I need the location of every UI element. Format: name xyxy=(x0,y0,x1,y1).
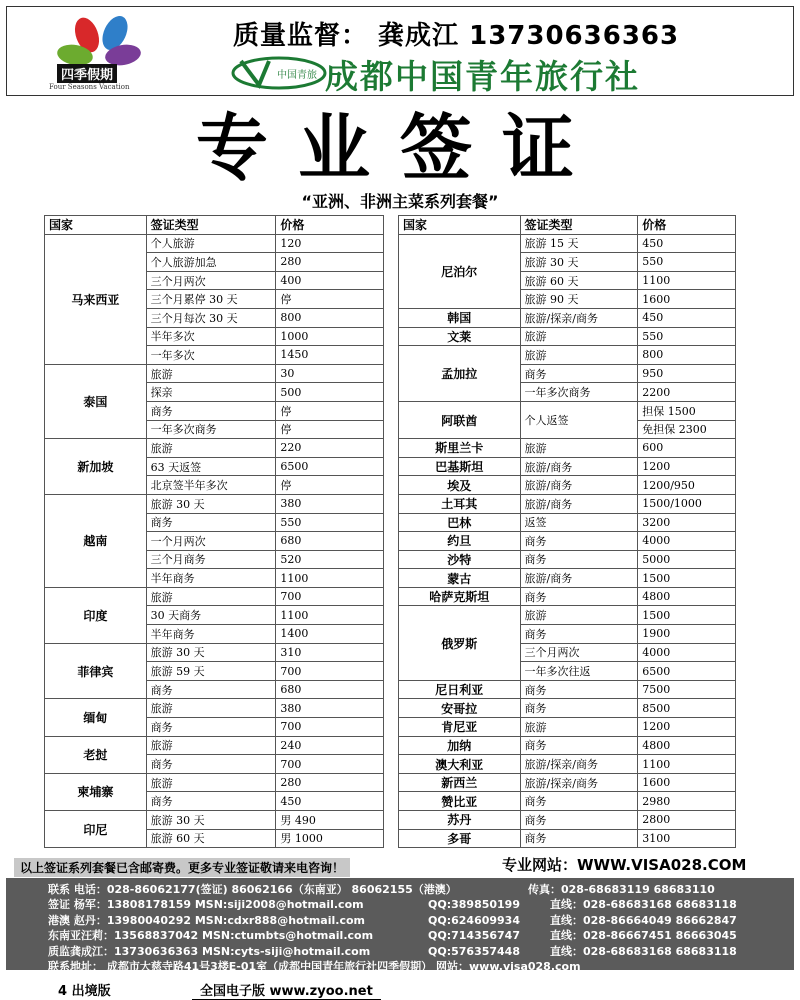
country-cell: 巴基斯坦 xyxy=(399,457,521,476)
country-cell: 老挝 xyxy=(45,736,147,773)
visa-type-cell: 旅游 90 天 xyxy=(520,290,638,309)
price-cell: 1200 xyxy=(638,457,736,476)
visa-type-cell: 商务 xyxy=(520,364,638,383)
visa-type-cell: 旅游/商务 xyxy=(520,457,638,476)
table-row xyxy=(399,234,736,253)
price-cell: 450 xyxy=(638,234,736,253)
price-cell: 1500 xyxy=(638,569,736,588)
price-cell: 500 xyxy=(276,383,384,402)
table-row xyxy=(399,736,736,755)
visa-type-cell: 63 天返签 xyxy=(146,457,276,476)
price-cell: 4000 xyxy=(638,643,736,662)
footer-edition: 4 出境版 xyxy=(58,984,111,999)
visa-type-cell: 半年多次 xyxy=(146,327,276,346)
visa-type-cell: 旅游 xyxy=(520,327,638,346)
visa-type-cell: 旅游 15 天 xyxy=(520,234,638,253)
price-cell: 停 xyxy=(276,420,384,439)
table-header-row xyxy=(45,216,384,235)
table-row xyxy=(399,308,736,327)
visa-type-cell: 商务 xyxy=(520,829,638,848)
visa-type-cell: 三个月每次 30 天 xyxy=(146,308,276,327)
visa-type-cell: 商务 xyxy=(520,699,638,718)
price-cell: 1100 xyxy=(276,569,384,588)
price-cell: 680 xyxy=(276,532,384,551)
logo-name: 四季假期 xyxy=(57,64,117,83)
visa-type-cell: 旅游 xyxy=(146,587,276,606)
country-cell: 沙特 xyxy=(399,550,521,569)
country-cell: 巴林 xyxy=(399,513,521,532)
visa-type-cell: 旅游 xyxy=(146,699,276,718)
price-cell: 1000 xyxy=(276,327,384,346)
country-cell: 泰国 xyxy=(45,364,147,438)
visa-type-cell: 商务 xyxy=(520,811,638,830)
country-cell: 印度 xyxy=(45,587,147,643)
visa-type-cell: 一年多次 xyxy=(146,346,276,365)
price-cell: 700 xyxy=(276,718,384,737)
table-row xyxy=(399,476,736,495)
contact-row xyxy=(48,882,794,897)
visa-type-cell: 个人旅游 xyxy=(146,234,276,253)
visa-type-cell: 旅游/商务 xyxy=(520,494,638,513)
country-cell: 俄罗斯 xyxy=(399,606,521,680)
table-row xyxy=(45,773,384,792)
price-cell: 400 xyxy=(276,271,384,290)
price-cell: 450 xyxy=(276,792,384,811)
visa-type-cell: 旅游 30 天 xyxy=(146,811,276,830)
table-row xyxy=(399,773,736,792)
contact-person: 签证 杨军：13808178159 MSN:siji2008@hotmail.com xyxy=(48,898,364,912)
contact-row xyxy=(48,897,794,912)
price-cell: 停 xyxy=(276,401,384,420)
visa-type-cell: 旅游 xyxy=(520,346,638,365)
price-cell: 1100 xyxy=(276,606,384,625)
visa-type-cell: 一年多次商务 xyxy=(146,420,276,439)
country-cell: 越南 xyxy=(45,494,147,587)
country-cell: 多哥 xyxy=(399,829,521,848)
visa-type-cell: 旅游/探亲/商务 xyxy=(520,755,638,774)
price-cell: 280 xyxy=(276,773,384,792)
visa-type-cell: 商务 xyxy=(520,532,638,551)
visa-type-cell: 旅游 60 天 xyxy=(520,271,638,290)
table-row xyxy=(399,680,736,699)
country-cell: 赞比亚 xyxy=(399,792,521,811)
visa-type-cell: 商务 xyxy=(146,513,276,532)
visa-type-cell: 旅游 xyxy=(146,773,276,792)
visa-type-cell: 半年商务 xyxy=(146,569,276,588)
header-price: 价格 xyxy=(276,216,384,235)
country-cell: 印尼 xyxy=(45,811,147,848)
visa-type-cell: 商务 xyxy=(520,550,638,569)
table-row xyxy=(399,439,736,458)
table-row xyxy=(399,401,736,420)
visa-type-cell: 一个月两次 xyxy=(146,532,276,551)
quality-supervisor: 质量监督： 龚成江 13730636363 xyxy=(233,21,680,51)
visa-type-cell: 旅游/商务 xyxy=(520,476,638,495)
visa-type-cell: 三个月两次 xyxy=(520,643,638,662)
visa-type-cell: 北京签半年多次 xyxy=(146,476,276,495)
footer-website: 全国电子版 www.zyoo.net xyxy=(192,980,381,1000)
page-title: 专业签证 xyxy=(195,106,604,190)
price-cell: 380 xyxy=(276,699,384,718)
table-row xyxy=(45,699,384,718)
price-cell: 700 xyxy=(276,662,384,681)
price-cell: 800 xyxy=(276,308,384,327)
country-cell: 哈萨克斯坦 xyxy=(399,587,521,606)
contact-row xyxy=(48,913,794,928)
page-subtitle: “亚洲、非洲主菜系列套餐” xyxy=(301,192,499,211)
contact-person: 质监龚成江：13730636363 MSN:cyts-siji@hotmail.com xyxy=(48,944,371,958)
country-cell: 马来西亚 xyxy=(45,234,147,364)
country-cell: 澳大利亚 xyxy=(399,755,521,774)
country-cell: 尼泊尔 xyxy=(399,234,521,308)
visa-type-cell: 30 天商务 xyxy=(146,606,276,625)
price-cell: 450 xyxy=(638,308,736,327)
price-cell: 700 xyxy=(276,587,384,606)
price-cell: 免担保 2300 xyxy=(638,420,736,439)
table-row xyxy=(45,587,384,606)
contact-direct-line: 直线：028-86664049 86662847 xyxy=(550,913,737,927)
header-country: 国家 xyxy=(45,216,147,235)
country-cell: 蒙古 xyxy=(399,569,521,588)
price-cell: 700 xyxy=(276,755,384,774)
contact-direct-line: 直线：028-68683168 68683118 xyxy=(550,898,737,912)
price-cell: 3200 xyxy=(638,513,736,532)
visa-type-cell: 个人旅游加急 xyxy=(146,253,276,272)
price-cell: 3100 xyxy=(638,829,736,848)
visa-type-cell: 三个月两次 xyxy=(146,271,276,290)
agency-name: 成都中国青年旅行社 xyxy=(325,57,640,96)
visa-type-cell: 商务 xyxy=(146,401,276,420)
price-cell: 600 xyxy=(638,439,736,458)
table-row xyxy=(399,606,736,625)
price-cell: 4800 xyxy=(638,736,736,755)
price-cell: 8500 xyxy=(638,699,736,718)
price-cell: 280 xyxy=(276,253,384,272)
price-cell: 男 1000 xyxy=(276,829,384,848)
price-cell: 1400 xyxy=(276,625,384,644)
price-cell: 1100 xyxy=(638,755,736,774)
country-cell: 孟加拉 xyxy=(399,346,521,402)
visa-type-cell: 旅游 30 天 xyxy=(146,643,276,662)
table-row xyxy=(399,792,736,811)
visa-type-cell: 三个月累停 30 天 xyxy=(146,290,276,309)
visa-type-cell: 旅游/探亲/商务 xyxy=(520,308,638,327)
country-cell: 加纳 xyxy=(399,736,521,755)
table-row xyxy=(399,811,736,830)
table-row xyxy=(45,439,384,458)
price-cell: 男 490 xyxy=(276,811,384,830)
price-cell: 950 xyxy=(638,364,736,383)
visa-type-cell: 旅游 30 天 xyxy=(520,253,638,272)
table-row xyxy=(399,699,736,718)
visa-type-cell: 旅游 xyxy=(520,439,638,458)
price-cell: 800 xyxy=(638,346,736,365)
contact-address: 联系地址： 成都市大慈寺路41号3楼E-01室（成都中国青年旅行社四季假期） 网站：www.visa028.com xyxy=(48,959,581,973)
table-row xyxy=(399,587,736,606)
header-visa-type: 签证类型 xyxy=(520,216,638,235)
price-cell: 4800 xyxy=(638,587,736,606)
table-row xyxy=(399,457,736,476)
contact-qq: QQ:576357448 xyxy=(428,944,520,958)
price-cell: 1600 xyxy=(638,290,736,309)
visa-type-cell: 半年商务 xyxy=(146,625,276,644)
price-cell: 2200 xyxy=(638,383,736,402)
country-cell: 斯里兰卡 xyxy=(399,439,521,458)
price-cell: 2800 xyxy=(638,811,736,830)
table-row xyxy=(399,327,736,346)
table-header-row xyxy=(399,216,736,235)
price-cell: 1450 xyxy=(276,346,384,365)
price-cell: 担保 1500 xyxy=(638,401,736,420)
emblem-text: 中国青旅 xyxy=(277,70,317,81)
notice-bar xyxy=(6,854,794,878)
table-row xyxy=(45,234,384,253)
table-row xyxy=(399,569,736,588)
table-row xyxy=(399,550,736,569)
visa-type-cell: 商务 xyxy=(520,736,638,755)
price-cell: 1600 xyxy=(638,773,736,792)
contact-qq: QQ:714356747 xyxy=(428,929,520,943)
visa-type-cell: 商务 xyxy=(146,755,276,774)
price-cell: 120 xyxy=(276,234,384,253)
country-cell: 尼日利亚 xyxy=(399,680,521,699)
contact-row xyxy=(48,928,794,943)
country-cell: 土耳其 xyxy=(399,494,521,513)
price-cell: 550 xyxy=(276,513,384,532)
country-cell: 约旦 xyxy=(399,532,521,551)
price-cell: 240 xyxy=(276,736,384,755)
price-cell: 2980 xyxy=(638,792,736,811)
visa-price-table-left xyxy=(44,215,384,848)
country-cell: 肯尼亚 xyxy=(399,718,521,737)
header-visa-type: 签证类型 xyxy=(146,216,276,235)
table-row xyxy=(45,643,384,662)
visa-type-cell: 旅游 60 天 xyxy=(146,829,276,848)
contact-row xyxy=(48,944,794,959)
visa-type-cell: 三个月商务 xyxy=(146,550,276,569)
table-row xyxy=(399,532,736,551)
logo-subtitle: Four Seasons Vacation xyxy=(49,83,130,91)
contact-direct-line: 直线：028-86667451 86663045 xyxy=(550,929,737,943)
price-cell: 停 xyxy=(276,290,384,309)
price-cell: 1500/1000 xyxy=(638,494,736,513)
price-cell: 6500 xyxy=(638,662,736,681)
country-cell: 新加坡 xyxy=(45,439,147,495)
visa-type-cell: 探亲 xyxy=(146,383,276,402)
table-row xyxy=(399,346,736,365)
country-cell: 阿联酋 xyxy=(399,401,521,438)
table-row xyxy=(399,494,736,513)
footer xyxy=(0,976,800,1000)
price-cell: 550 xyxy=(638,253,736,272)
table-row xyxy=(45,811,384,830)
table-row xyxy=(45,736,384,755)
header-country: 国家 xyxy=(399,216,521,235)
visa-type-cell: 商务 xyxy=(146,792,276,811)
price-cell: 停 xyxy=(276,476,384,495)
country-cell: 安哥拉 xyxy=(399,699,521,718)
visa-type-cell: 一年多次商务 xyxy=(520,383,638,402)
visa-type-cell: 旅游 xyxy=(146,439,276,458)
contact-person: 港澳 赵丹：13980040292 MSN:cdxr888@hotmail.com xyxy=(48,913,365,927)
table-row xyxy=(399,755,736,774)
visa-type-cell: 旅游 30 天 xyxy=(146,494,276,513)
cyts-emblem-icon xyxy=(229,53,329,93)
contact-row xyxy=(48,959,794,974)
price-cell: 550 xyxy=(638,327,736,346)
price-cell: 30 xyxy=(276,364,384,383)
contact-qq: QQ:624609934 xyxy=(428,913,520,927)
visa-type-cell: 旅游 xyxy=(146,364,276,383)
visa-type-cell: 返签 xyxy=(520,513,638,532)
table-row xyxy=(45,494,384,513)
contact-block xyxy=(6,878,794,973)
header-banner xyxy=(6,6,794,96)
notice-text: 以上签证系列套餐已含邮寄费。更多专业签证敬请来电咨询！ xyxy=(14,858,350,877)
price-cell: 7500 xyxy=(638,680,736,699)
country-cell: 韩国 xyxy=(399,308,521,327)
country-cell: 文莱 xyxy=(399,327,521,346)
visa-type-cell: 商务 xyxy=(520,680,638,699)
contact-qq: QQ:389850199 xyxy=(428,898,520,912)
visa-price-table-right xyxy=(398,215,736,848)
price-cell: 220 xyxy=(276,439,384,458)
visa-type-cell: 一年多次往返 xyxy=(520,662,638,681)
visa-type-cell: 旅游/探亲/商务 xyxy=(520,773,638,792)
visa-type-cell: 商务 xyxy=(520,625,638,644)
country-cell: 柬埔寨 xyxy=(45,773,147,810)
country-cell: 缅甸 xyxy=(45,699,147,736)
visa-type-cell: 旅游 xyxy=(520,606,638,625)
price-cell: 520 xyxy=(276,550,384,569)
country-cell: 菲律宾 xyxy=(45,643,147,699)
visa-type-cell: 商务 xyxy=(146,718,276,737)
price-cell: 6500 xyxy=(276,457,384,476)
table-row xyxy=(45,364,384,383)
visa-type-cell: 商务 xyxy=(146,680,276,699)
website-label: 专业网站：WWW.VISA028.COM xyxy=(502,856,747,874)
contact-fax: 传真：028-68683119 68683110 xyxy=(528,883,715,896)
price-cell: 1500 xyxy=(638,606,736,625)
contact-person: 东南亚汪莉：13568837042 MSN:ctumbts@hotmail.com xyxy=(48,929,374,943)
price-cell: 680 xyxy=(276,680,384,699)
contact-phones: 联系 电话：028-86062177(签证) 86062166（东南亚） 86062155（港澳） xyxy=(48,883,457,896)
visa-type-cell: 旅游 xyxy=(146,736,276,755)
price-cell: 1100 xyxy=(638,271,736,290)
table-row xyxy=(399,829,736,848)
visa-type-cell: 个人返签 xyxy=(520,401,638,438)
visa-type-cell: 商务 xyxy=(520,587,638,606)
price-cell: 380 xyxy=(276,494,384,513)
visa-type-cell: 旅游 59 天 xyxy=(146,662,276,681)
contact-direct-line: 直线：028-68683168 68683118 xyxy=(550,944,737,958)
country-cell: 埃及 xyxy=(399,476,521,495)
price-cell: 1900 xyxy=(638,625,736,644)
table-row xyxy=(399,718,736,737)
price-cell: 4000 xyxy=(638,532,736,551)
visa-type-cell: 商务 xyxy=(520,792,638,811)
country-cell: 苏丹 xyxy=(399,811,521,830)
price-cell: 1200 xyxy=(638,718,736,737)
header-price: 价格 xyxy=(638,216,736,235)
visa-type-cell: 旅游/商务 xyxy=(520,569,638,588)
price-cell: 1200/950 xyxy=(638,476,736,495)
country-cell: 新西兰 xyxy=(399,773,521,792)
visa-type-cell: 旅游 xyxy=(520,718,638,737)
price-cell: 310 xyxy=(276,643,384,662)
price-cell: 5000 xyxy=(638,550,736,569)
table-row xyxy=(399,513,736,532)
